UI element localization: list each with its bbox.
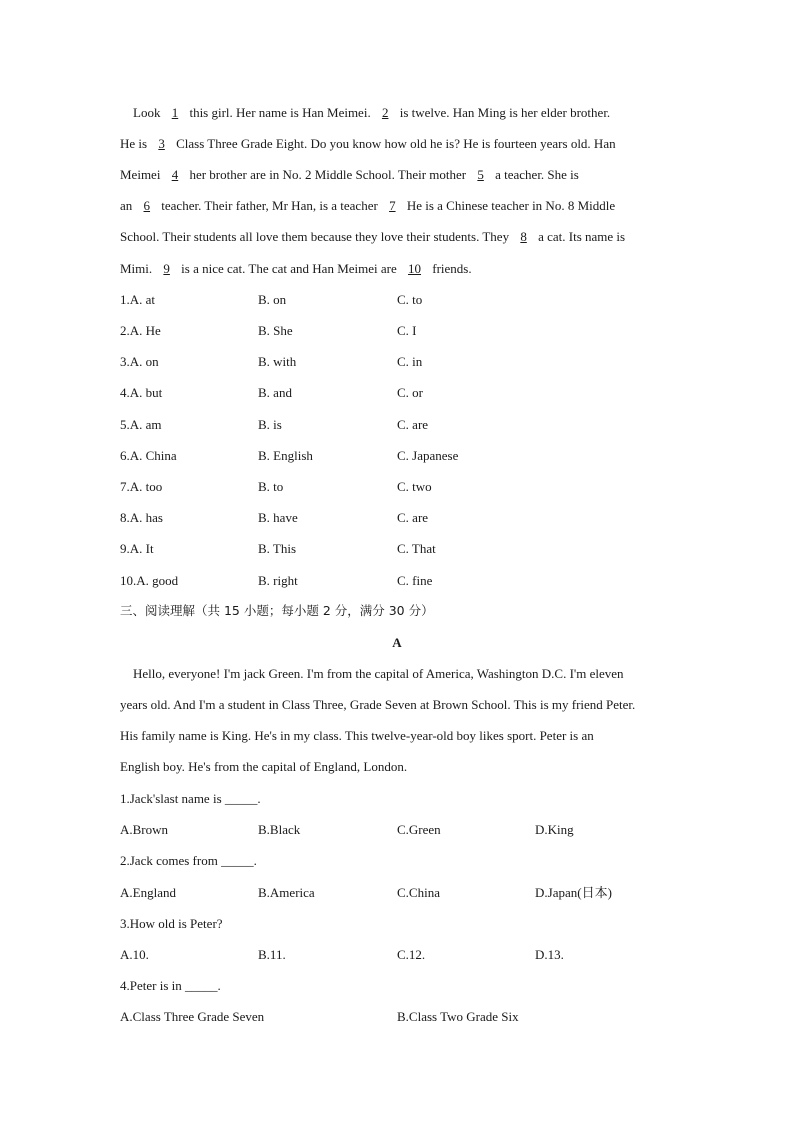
question-3-stem: 3.How old is Peter?	[120, 916, 223, 931]
cloze-q9-option-b[interactable]: B. This	[258, 541, 297, 556]
cloze-text: He is a Chinese teacher in No. 8 Middle	[403, 198, 616, 213]
cloze-q3-option-a[interactable]: 3.A. on	[120, 354, 159, 369]
cloze-text: Meimei	[120, 167, 164, 182]
cloze-line-6	[120, 261, 472, 277]
cloze-q9-option-c[interactable]: C. That	[397, 541, 436, 556]
q2-option-b[interactable]: B.America	[258, 885, 315, 900]
q3-option-a[interactable]: A.10.	[120, 947, 149, 962]
cloze-blank[interactable]: 8	[520, 229, 527, 244]
cloze-q10-option-a[interactable]: 10.A. good	[120, 573, 179, 588]
q2-option-d[interactable]: D.Japan(日本)	[535, 885, 612, 900]
q1-option-b[interactable]: B.Black	[258, 822, 301, 837]
reading-line-4: English boy. He's from the capital of England, London.	[120, 759, 408, 774]
cloze-text: Mimi.	[120, 261, 156, 276]
cloze-blank[interactable]: 4	[171, 167, 179, 182]
cloze-blank[interactable]: 10	[408, 261, 422, 276]
cloze-line-1	[133, 105, 610, 121]
reading-line-3: His family name is King. He's in my class. This twelve-year-old boy likes sport. Peter is an	[120, 728, 594, 743]
cloze-text: School. Their students all love them because they love their students. They	[120, 229, 513, 244]
cloze-q8-option-a[interactable]: 8.A. has	[120, 510, 163, 525]
cloze-q7-option-b[interactable]: B. to	[258, 479, 284, 494]
cloze-q2-option-b[interactable]: B. She	[258, 323, 293, 338]
cloze-blank[interactable]: 5	[477, 167, 484, 182]
cloze-text: He is	[120, 136, 151, 151]
cloze-q2-option-c[interactable]: C. I	[397, 323, 417, 338]
q1-option-a[interactable]: A.Brown	[120, 822, 169, 837]
cloze-q4-option-b[interactable]: B. and	[258, 385, 292, 400]
cloze-q6-option-c[interactable]: C. Japanese	[397, 448, 459, 463]
cloze-text: this girl. Her name is Han Meimei.	[186, 105, 374, 120]
cloze-text: an	[120, 198, 136, 213]
cloze-text: a teacher. She is	[491, 167, 579, 182]
cloze-text: is twelve. Han Ming is her elder brother.	[396, 105, 611, 120]
cloze-q5-option-b[interactable]: B. is	[258, 417, 282, 432]
part-a-label: A	[392, 635, 402, 650]
q1-option-c[interactable]: C.Green	[397, 822, 441, 837]
section-three-heading: 三、阅读理解（共 15 小题；每小题 2 分，满分 30 分）	[120, 603, 434, 618]
cloze-q5-option-a[interactable]: 5.A. am	[120, 417, 162, 432]
cloze-q1-option-a[interactable]: 1.A. at	[120, 292, 156, 307]
cloze-q5-option-c[interactable]: C. are	[397, 417, 429, 432]
cloze-line-3	[120, 167, 579, 183]
cloze-q6-option-a[interactable]: 6.A. China	[120, 448, 177, 463]
cloze-text: Look	[133, 105, 164, 120]
cloze-q10-option-c[interactable]: C. fine	[397, 573, 433, 588]
cloze-q3-option-b[interactable]: B. with	[258, 354, 297, 369]
cloze-blank[interactable]: 2	[381, 105, 389, 120]
cloze-blank[interactable]: 3	[158, 136, 165, 151]
cloze-line-4	[120, 198, 615, 214]
cloze-text: her brother are in No. 2 Middle School. Their mother	[186, 167, 470, 182]
cloze-line-2	[120, 136, 616, 152]
q4-option-a[interactable]: A.Class Three Grade Seven	[120, 1009, 265, 1024]
cloze-line-5	[120, 229, 625, 245]
cloze-text: is a nice cat. The cat and Han Meimei are	[177, 261, 401, 276]
cloze-q10-option-b[interactable]: B. right	[258, 573, 298, 588]
cloze-q7-option-c[interactable]: C. two	[397, 479, 432, 494]
cloze-q4-option-a[interactable]: 4.A. but	[120, 385, 163, 400]
cloze-q3-option-c[interactable]: C. in	[397, 354, 423, 369]
cloze-text: a cat. Its name is	[534, 229, 626, 244]
reading-line-2: years old. And I'm a student in Class Three, Grade Seven at Brown School. This is my friend Peter.	[120, 697, 636, 712]
cloze-q4-option-c[interactable]: C. or	[397, 385, 423, 400]
cloze-q7-option-a[interactable]: 7.A. too	[120, 479, 163, 494]
cloze-text: Class Three Grade Eight. Do you know how old he is? He is fourteen years old. Han	[172, 136, 616, 151]
cloze-q1-option-b[interactable]: B. on	[258, 292, 287, 307]
question-4-stem: 4.Peter is in _____.	[120, 978, 221, 993]
cloze-q2-option-a[interactable]: 2.A. He	[120, 323, 161, 338]
q3-option-b[interactable]: B.11.	[258, 947, 286, 962]
reading-line-1: Hello, everyone! I'm jack Green. I'm from the capital of America, Washington D.C. I'm eleven	[133, 666, 624, 681]
cloze-q8-option-b[interactable]: B. have	[258, 510, 298, 525]
cloze-blank[interactable]: 6	[143, 198, 151, 213]
cloze-text: teacher. Their father, Mr Han, is a teacher	[158, 198, 382, 213]
q4-option-b[interactable]: B.Class Two Grade Six	[397, 1009, 519, 1024]
cloze-q1-option-c[interactable]: C. to	[397, 292, 423, 307]
q2-option-a[interactable]: A.England	[120, 885, 176, 900]
q2-option-c[interactable]: C.China	[397, 885, 440, 900]
cloze-blank[interactable]: 9	[163, 261, 170, 276]
question-2-stem: 2.Jack comes from _____.	[120, 853, 257, 868]
cloze-text: friends.	[429, 261, 472, 276]
cloze-blank[interactable]: 1	[171, 105, 179, 120]
q3-option-c[interactable]: C.12.	[397, 947, 426, 962]
q3-option-d[interactable]: D.13.	[535, 947, 564, 962]
cloze-q9-option-a[interactable]: 9.A. It	[120, 541, 154, 556]
q1-option-d[interactable]: D.King	[535, 822, 574, 837]
cloze-blank[interactable]: 7	[389, 198, 396, 213]
cloze-q6-option-b[interactable]: B. English	[258, 448, 313, 463]
question-1-stem: 1.Jack'slast name is _____.	[120, 791, 261, 806]
cloze-q8-option-c[interactable]: C. are	[397, 510, 429, 525]
